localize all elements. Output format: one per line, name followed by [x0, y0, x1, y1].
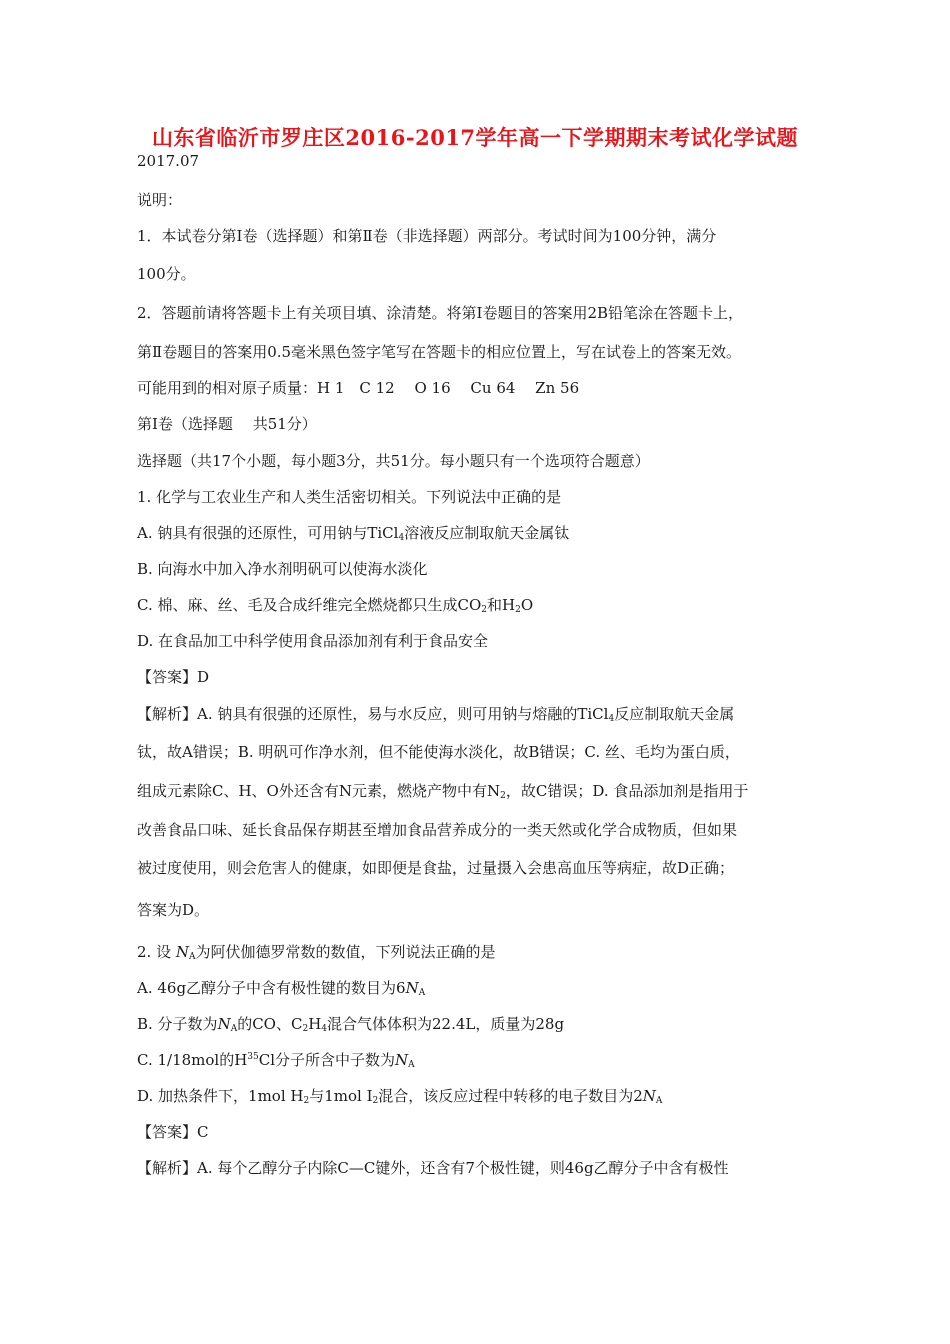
- document-title: 山东省临沂市罗庄区2016-2017学年高一下学期期末考试化学试题: [151, 125, 799, 150]
- q2-option-a: A. 46g乙醇分子中含有极性键的数目为$6N_A$: [137, 979, 426, 998]
- q1-explanation-line-2: 钛，故A错误；B. 明矾可作净水剂，但不能使海水淡化，故B错误；C. 丝、毛均为蛋白质，: [137, 743, 740, 761]
- q2-option-b: B. 分子数为$N_A$的CO、$C_2H_4$混合气体体积为22.4L，质量为28g: [137, 1015, 565, 1034]
- note-2-line-1: 2．答题前请将答题卡上有关项目填、涂清楚。将第Ⅰ卷题目的答案用2B铅笔涂在答题卡上，: [137, 304, 744, 322]
- exam-date: 2017.07: [137, 152, 200, 170]
- note-1-line-1: 1．本试卷分第Ⅰ卷（选择题）和第Ⅱ卷（非选择题）两部分。考试时间为100分钟，满分: [137, 227, 717, 245]
- q1-explanation-line-3: 组成元素除C、H、O外还含有N元素，燃烧产物中有$N_2$，故C错误；D. 食品添加剂是指用于: [137, 782, 749, 801]
- q1-explanation-line-5: 被过度使用，则会危害人的健康，如即便是食盐，过量摄入会患高血压等病症，故D正确；: [137, 859, 735, 877]
- q1-stem: 1. 化学与工农业生产和人类生活密切相关。下列说法中正确的是: [137, 488, 562, 506]
- q2-option-d: D. 加热条件下，1mol $H_2$与1mol $I_2$混合，该反应过程中转移的电子数目为$2N_A$: [137, 1087, 663, 1106]
- q2-answer: 【答案】C: [137, 1123, 209, 1141]
- note-2-line-2: 第Ⅱ卷题目的答案用0.5毫米黑色签字笔写在答题卡的相应位置上，写在试卷上的答案无效。: [137, 343, 742, 361]
- q1-explanation-line-4: 改善食品口味、延长食品保存期甚至增加食品营养成分的一类天然或化学合成物质，但如果: [137, 821, 738, 839]
- section-1-description: 选择题（共17个小题，每小题3分，共51分。每小题只有一个选项符合题意）: [137, 452, 650, 470]
- intro-heading: 说明：: [137, 191, 183, 209]
- q1-option-a: A. 钠具有很强的还原性，可用钠与TiCl$_4$溶液反应制取航天金属钛: [137, 524, 570, 543]
- q2-option-c: C. 1/18mol的$H^{35}Cl$分子所含中子数为$N_A$: [137, 1051, 415, 1070]
- q2-stem: 2. 设 $N_A$为阿伏伽德罗常数的数值，下列说法正确的是: [137, 943, 496, 962]
- q1-explanation-line-6: 答案为D。: [137, 901, 210, 919]
- q1-option-d: D. 在食品加工中科学使用食品添加剂有利于食品安全: [137, 632, 489, 650]
- atomic-masses: 可能用到的相对原子质量：H 1 C 12 O 16 Cu 64 Zn 56: [137, 379, 580, 397]
- q1-option-c: C. 棉、麻、丝、毛及合成纤维完全燃烧都只生成$CO_2$和$H_2O$: [137, 596, 534, 615]
- section-1-heading: 第Ⅰ卷（选择题 共51分）: [137, 415, 317, 433]
- note-1-line-2: 100分。: [137, 265, 196, 283]
- q2-explanation-line-1: 【解析】A. 每个乙醇分子内除C—C键外，还含有7个极性键，则46g乙醇分子中含有极性: [137, 1159, 729, 1177]
- q1-answer: 【答案】D: [137, 668, 210, 686]
- q1-explanation-line-1: 【解析】A. 钠具有很强的还原性，易与水反应，则可用钠与熔融的TiCl$_4$反应制取航天金属: [137, 705, 735, 724]
- q1-option-b: B. 向海水中加入净水剂明矾可以使海水淡化: [137, 560, 428, 578]
